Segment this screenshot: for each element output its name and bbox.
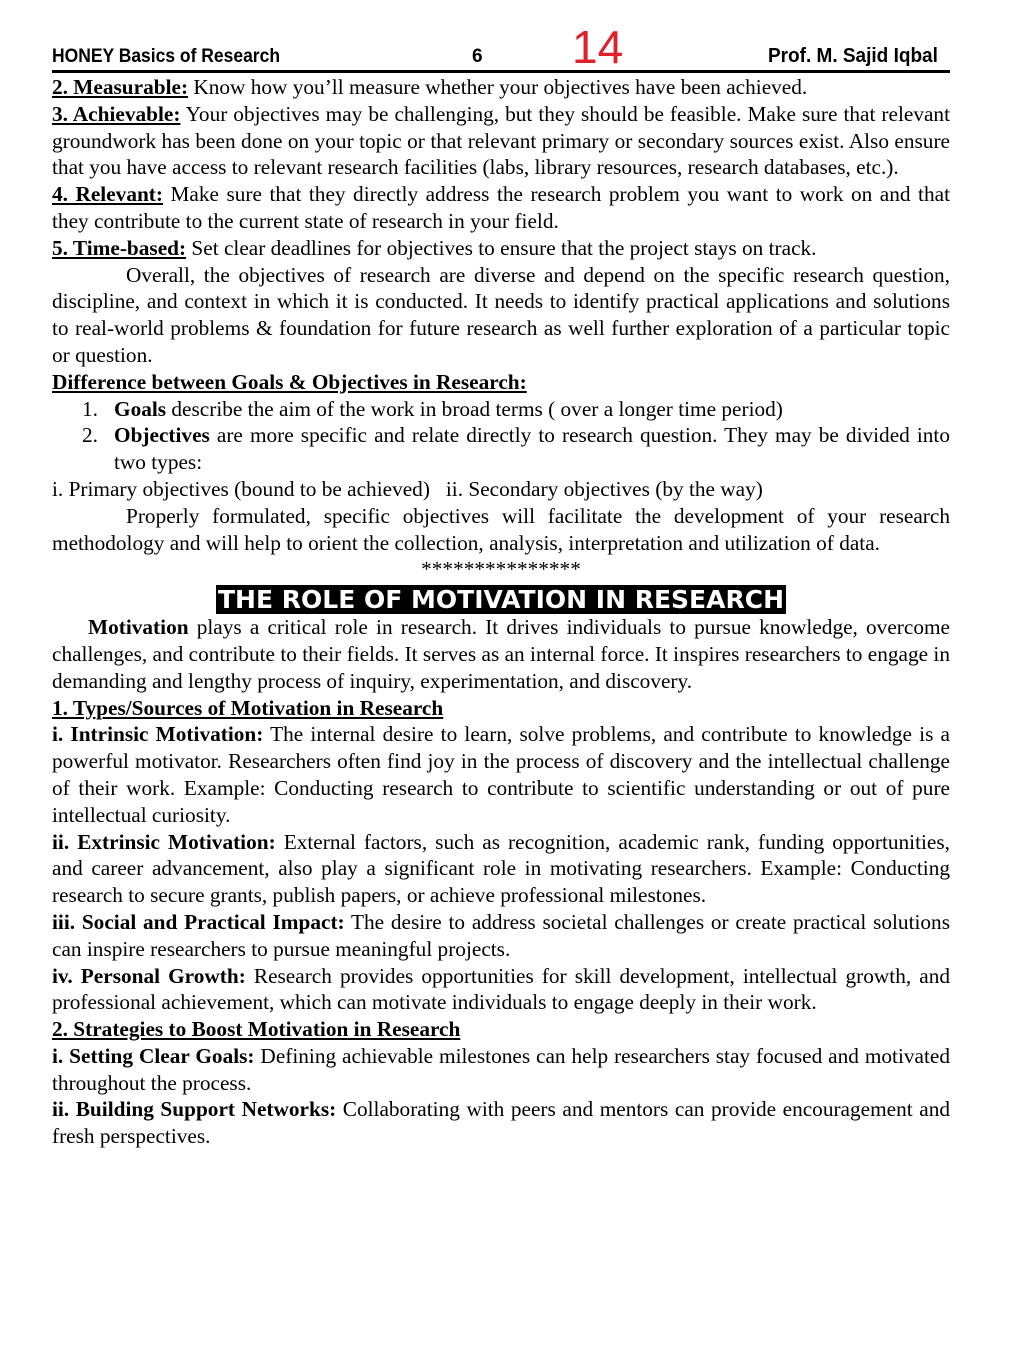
list-item: [52, 396, 950, 423]
term: ii. Building Support Networks:: [52, 1097, 337, 1122]
term-text: Your objectives may be challenging, but they should be feasible. Make sure that relevant groundwork has been done on your topic or that relevant primary or secondary sources exist. Also ensure that you have access to relevant research facilities (labs, library resources, research databases, etc.).: [52, 101, 950, 180]
text: Research provides opportunities for skill development, intellectual growth, and professional achievement, which can motivate individuals to engage deeply in their work.: [52, 963, 950, 1015]
term: Objectives: [114, 423, 210, 448]
term-label: 5. Time-based:: [52, 235, 187, 260]
term-text: Know how you’ll measure whether your objectives have been achieved.: [188, 75, 808, 99]
strategy-item: [52, 1096, 950, 1150]
chapter-number: 6: [472, 46, 483, 67]
list-text: [98, 396, 950, 423]
type-item: [52, 963, 950, 1017]
section-title-text: THE ROLE OF MOTIVATION IN RESEARCH: [218, 585, 784, 615]
closing-paragraph: Properly formulated, specific objectives will facilitate the development of your research methodology and will help to orient the collection, analysis, interpretation and utilization of data.: [52, 503, 950, 555]
term: i. Intrinsic Motivation:: [52, 722, 264, 747]
text: plays a critical role in research. It drives individuals to pursue knowledge, overcome challenges, and contribute to their fields. It serves as an internal force. It inspires researchers to engage in demanding and lengthy process of inquiry, experimentation, and discovery.: [52, 615, 950, 693]
term-text: Set clear deadlines for objectives to ensure that the project stays on track.: [186, 235, 817, 260]
page-header: [52, 14, 950, 73]
text: describe the aim of the work in broad terms ( over a longer time period): [166, 396, 783, 421]
term: iii. Social and Practical Impact:: [52, 909, 345, 934]
book-title: HONEY Basics of Research: [52, 46, 281, 67]
types-heading: 1. Types/Sources of Motivation in Research: [52, 695, 444, 720]
smart-measurable: [52, 74, 950, 101]
text: External factors, such as recognition, academic rank, funding opportunities, and career advancement, also play a significant role in motivating researchers. Example: Conducting research to secure grants, publish papers, or achieve professional milestones.: [52, 829, 950, 908]
objective-types: i. Primary objectives (bound to be achieved) ii. Secondary objectives (by the way): [52, 476, 763, 501]
list-number: 1.: [82, 396, 98, 421]
strategies-heading: 2. Strategies to Boost Motivation in Research: [52, 1017, 461, 1042]
smart-achievable: [52, 101, 950, 181]
motivation-intro: [52, 614, 950, 694]
overall-paragraph: Overall, the objectives of research are diverse and depend on the specific research question, discipline, and context in which it is conducted. It needs to identify practical applications and solutions to real-world problems & foundation for future research as well further exploration of a particular topic or question.: [52, 262, 950, 367]
type-item: [52, 909, 950, 963]
text: The internal desire to learn, solve problems, and contribute to knowledge is a powerful motivator. Researchers often find joy in the process of discovery and the intellectual challenge of their work. Example: Conducting research to contribute to scientific understanding or out of pure intellectual curiosity.: [52, 722, 950, 827]
text: are more specific and relate directly to research question. They may be divided into two types:: [114, 423, 950, 475]
list-number: 2.: [82, 423, 98, 448]
term-label: 3. Achievable:: [52, 101, 181, 126]
term: Goals: [114, 396, 167, 421]
page-number: 14: [572, 21, 624, 73]
separator: ***************: [421, 557, 581, 582]
smart-relevant: [52, 181, 950, 235]
term-label: 2. Measurable:: [52, 75, 189, 99]
smart-time-based: [52, 235, 950, 262]
list-text: [98, 422, 950, 476]
term: iv. Personal Growth:: [52, 963, 246, 988]
list-item: [52, 422, 950, 476]
difference-heading: Difference between Goals & Objectives in Research:: [52, 369, 527, 394]
section-title: [52, 586, 950, 614]
term: i. Setting Clear Goals:: [52, 1043, 255, 1068]
text: Defining achievable milestones can help researchers stay focused and motivated throughout the process.: [52, 1043, 950, 1095]
term-label: 4. Relevant:: [52, 182, 163, 207]
term: Motivation: [88, 615, 189, 640]
text: Collaborating with peers and mentors can provide encouragement and fresh perspectives.: [52, 1097, 951, 1149]
type-item: [52, 721, 950, 828]
strategy-item: [52, 1043, 950, 1097]
term-text: Make sure that they directly address the research problem you want to work on and that they contribute to the current state of research in your field.: [52, 182, 950, 233]
term: ii. Extrinsic Motivation:: [52, 829, 276, 854]
text: The desire to address societal challenges or create practical solutions can inspire researchers to pursue meaningful projects.: [52, 909, 950, 961]
author-name: Prof. M. Sajid Iqbal: [768, 45, 938, 67]
type-item: [52, 829, 950, 909]
document-body: [52, 74, 950, 1150]
